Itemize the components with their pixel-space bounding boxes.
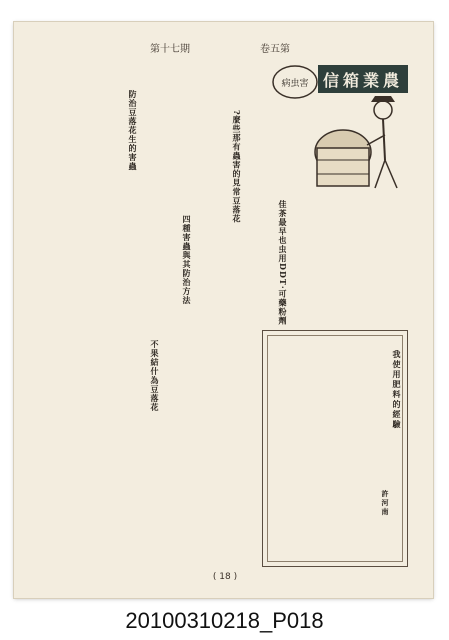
- volume-label: 卷五第: [260, 43, 290, 55]
- article-title-2: 防治豆落花生的害蟲: [128, 90, 138, 171]
- farmer-cartoon-icon: [305, 90, 405, 200]
- article-title-1: ?麼些那有蟲害的見常豆落花: [232, 110, 242, 224]
- page-number: ( 18 ): [212, 572, 238, 582]
- ornament-text: 病虫害: [281, 79, 309, 89]
- archive-caption: 20100310218_P018: [125, 608, 324, 633]
- issue-number: 第十七期: [150, 43, 190, 55]
- sidebar-article-author: 許河南: [381, 490, 390, 517]
- page-header: [150, 40, 290, 54]
- article-title-4: 四種害蟲與其防治方法: [182, 215, 192, 305]
- sidebar-article-inner-frame: [267, 335, 403, 562]
- sidebar-article-box: [262, 330, 408, 567]
- article-title-5: 不果結什為豆落花: [150, 340, 160, 412]
- text-column-block: [30, 60, 130, 250]
- sidebar-article-title: 我使用肥料的經驗: [392, 350, 402, 430]
- mailbox-title-banner: 信箱業農: [318, 65, 408, 93]
- article-title-3: 佳茶最早也虫用DDT·可藥粉劑: [278, 200, 288, 326]
